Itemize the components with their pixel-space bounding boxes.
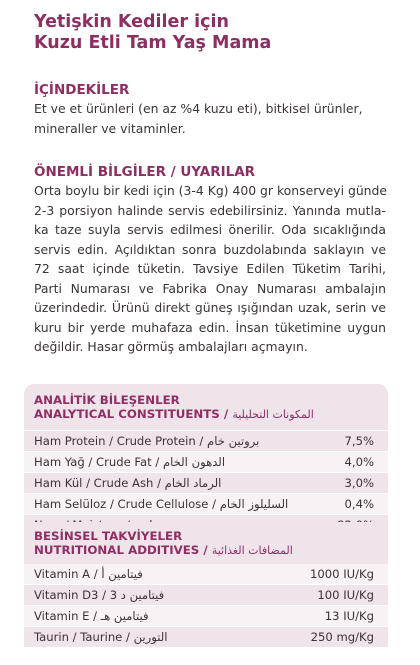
row-label	[34, 431, 259, 451]
row-label	[34, 564, 143, 584]
row-label-text: Vitamin D3 /	[34, 588, 106, 602]
nutritional-heading-en	[34, 543, 386, 558]
ingredients-heading: İÇİNDEKİLER	[34, 82, 130, 98]
row-label-text: Vitamin A /	[34, 567, 98, 581]
ingredients-line: Et ve et ürünleri (en az %4 kuzu eti), bitkisel ürünler,	[34, 101, 363, 116]
row-value: 100 IU/Kg	[317, 588, 374, 602]
table-row	[24, 431, 388, 451]
analytical-heading-tr: ANALİTİK BİLEŞENLER	[34, 393, 180, 407]
info-line: ka taze suyla servis edilmesi önerilir. Oda sıcaklığında	[34, 222, 386, 237]
table-row	[24, 627, 388, 647]
product-title-line-2: Kuzu Etli Tam Yaş Mama	[34, 33, 272, 53]
row-value: 1000 IU/Kg	[310, 567, 374, 581]
row-label	[34, 452, 225, 472]
analytical-heading-ar: المكونات التحليلية	[232, 408, 314, 421]
row-label-ar: فيتامين أ	[101, 567, 143, 581]
row-label-ar: فيتامين هـ	[100, 609, 149, 623]
info-heading: ÖNEMLİ BİLGİLER / UYARILAR	[34, 164, 256, 180]
nutritional-heading-en-text: NUTRITIONAL ADDITIVES /	[34, 543, 208, 557]
row-label-text: Ham Yağ / Crude Fat /	[34, 455, 160, 469]
row-label	[34, 606, 149, 626]
product-title	[34, 12, 404, 54]
row-label-text: Ham Kül / Crude Ash /	[34, 476, 161, 490]
row-value: 13 IU/Kg	[324, 609, 374, 623]
ingredients-text	[34, 99, 386, 138]
table-row	[24, 606, 388, 626]
info-line: kuru bir yerde muhafaza edin. İnsan tüketimine uygun	[34, 319, 386, 335]
info-line: servis edin. Açıldıktan sonra buzdolabında saklayın ve	[34, 241, 386, 257]
row-label-text: Vitamin E /	[34, 609, 98, 623]
row-label-ar: فيتامين د 3	[109, 588, 165, 602]
table-row	[24, 494, 388, 514]
table-row	[24, 585, 388, 605]
table-row	[24, 564, 388, 584]
info-line: Orta boylu bir kedi için (3-4 Kg) 400 gr konserveyi günde	[34, 183, 388, 198]
row-label-ar: الرماد الخام	[164, 476, 222, 490]
row-label	[34, 627, 168, 647]
ingredients-line: mineraller ve vitaminler.	[34, 120, 186, 136]
product-title-line-1: Yetişkin Kediler için	[34, 12, 229, 32]
row-label-ar: بروتين خام	[207, 434, 260, 448]
info-line: üzerindedir. Ürünü direkt güneş ışığından uzak, serin ve	[34, 300, 386, 315]
table-row	[24, 452, 388, 472]
row-label	[34, 473, 221, 493]
info-text	[34, 181, 386, 357]
analytical-heading-en-text: ANALYTICAL CONSTITUENTS /	[34, 407, 229, 421]
row-label	[34, 585, 164, 605]
row-value: 4,0%	[344, 455, 374, 469]
info-line: Parti Numarası ve Fabrika Onay Numarası ambalajın	[34, 280, 386, 296]
info-line: 72 saat içinde tüketin. Tavsiye Edilen Tüketim Tarihi,	[34, 261, 386, 276]
row-value: 0,4%	[344, 497, 374, 511]
nutritional-heading-ar: المضافات الغذائية	[211, 544, 293, 557]
row-label-ar: التورين	[133, 630, 168, 644]
nutritional-heading-tr: BESİNSEL TAKVİYELER	[34, 529, 183, 543]
row-label-ar: الدهون الخام	[162, 455, 226, 469]
row-value: 250 mg/Kg	[310, 630, 374, 644]
row-label-text: Ham Protein / Crude Protein /	[34, 434, 204, 448]
table-row	[24, 473, 388, 493]
info-line: değildir. Hasar görmüş ambalajları açmayın.	[34, 339, 308, 354]
row-value: 3,0%	[344, 476, 374, 490]
row-label-ar: السليلوز الخام	[219, 497, 289, 511]
analytical-heading-en	[34, 407, 386, 422]
row-label-text: Ham Selüloz / Crude Cellulose /	[34, 497, 217, 511]
info-line: 2-3 porsiyon halinde servis edebilirsiniz. Yanında mutla-	[34, 202, 386, 218]
row-label-text: Taurin / Taurine /	[34, 630, 130, 644]
row-value: 7,5%	[344, 434, 374, 448]
row-label	[34, 494, 288, 514]
